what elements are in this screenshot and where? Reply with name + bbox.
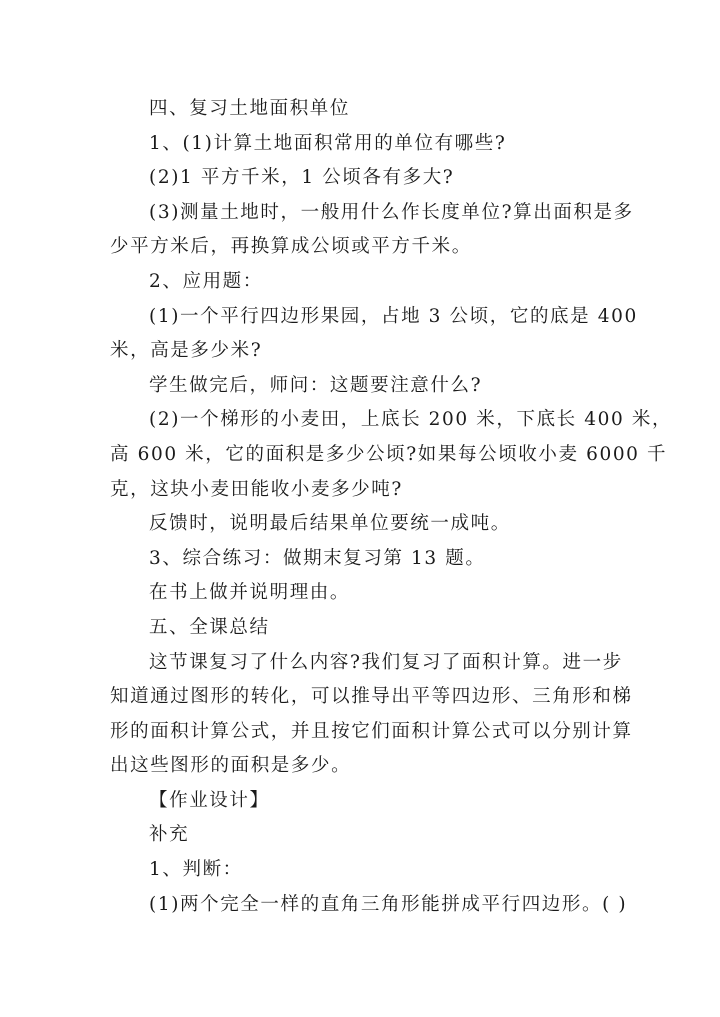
problem-line: (2)一个梯形的小麦田，上底长 200 米，下底长 400 米，: [149, 409, 673, 431]
question-line: (2)1 平方千米，1 公顷各有多大?: [149, 167, 455, 189]
problem-line-continued: 高 600 米，它的面积是多少公顷?如果每公顷收小麦 6000 千: [110, 443, 668, 465]
document-body: [110, 92, 673, 922]
judgment-heading: 1、判断：: [149, 859, 243, 881]
subsection-heading-exercise: 3、综合练习：做期末复习第 13 题。: [149, 547, 486, 569]
question-line-continued: 少平方米后，再换算成公顷或平方千米。: [110, 236, 472, 258]
question-line: 1、(1)计算土地面积常用的单位有哪些?: [149, 132, 507, 154]
section-heading-summary: 五、全课总结: [149, 616, 270, 638]
teacher-note: 学生做完后，师问：这题要注意什么?: [149, 374, 483, 396]
subsection-heading-word-problems: 2、应用题：: [149, 270, 263, 292]
problem-line-continued: 克，这块小麦田能收小麦多少吨?: [110, 478, 403, 500]
summary-paragraph-line: 出这些图形的面积是多少。: [110, 755, 352, 777]
supplement-label: 补充: [149, 824, 190, 846]
problem-line: (1)一个平行四边形果园，占地 3 公顷，它的底是 400: [149, 305, 638, 327]
summary-paragraph-line: 这节课复习了什么内容?我们复习了面积计算。进一步: [149, 651, 623, 673]
summary-paragraph-line: 形的面积计算公式，并且按它们面积计算公式可以分别计算: [110, 720, 633, 742]
exercise-note: 在书上做并说明理由。: [149, 582, 351, 604]
problem-line-continued: 米，高是多少米?: [110, 340, 263, 362]
homework-design-heading: 【作业设计】: [149, 789, 270, 811]
summary-paragraph-line: 知道通过图形的转化，可以推导出平等四边形、三角形和梯: [110, 686, 633, 708]
section-heading-review-land-units: 四、复习土地面积单位: [149, 98, 351, 119]
question-line: (3)测量土地时，一般用什么作长度单位?算出面积是多: [149, 201, 634, 223]
judgment-question: (1)两个完全一样的直角三角形能拼成平行四边形。( ): [149, 893, 628, 915]
feedback-note: 反馈时，说明最后结果单位要统一成吨。: [149, 513, 511, 535]
